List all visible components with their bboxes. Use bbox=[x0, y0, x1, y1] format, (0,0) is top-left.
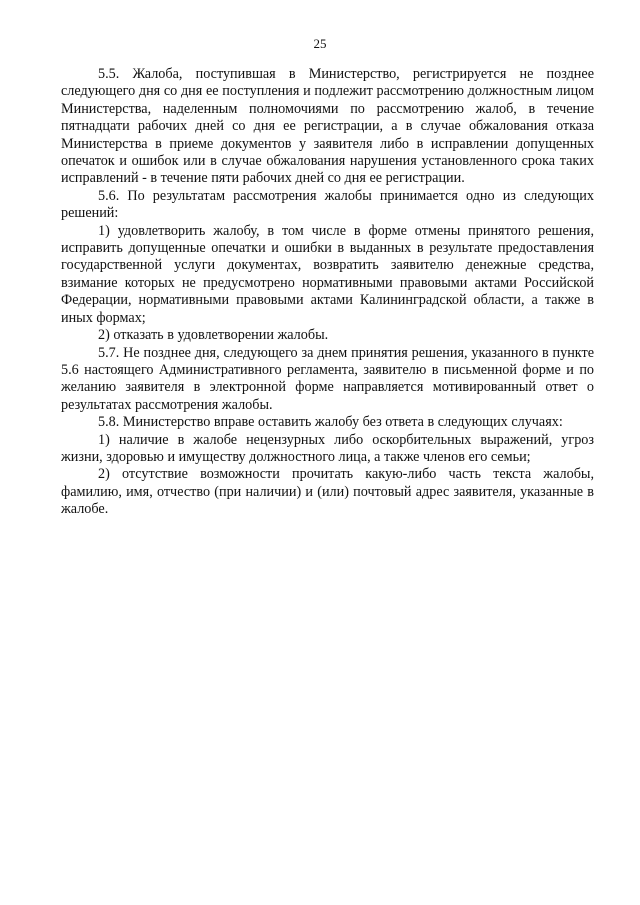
paragraph-5-6: 5.6. По результатам рассмотрения жалобы принимается одно из следующих решений: bbox=[61, 187, 594, 222]
document-body bbox=[61, 66, 594, 519]
paragraph-5-8: 5.8. Министерство вправе оставить жалобу без ответа в следующих случаях: bbox=[98, 414, 563, 431]
paragraph-5-7: 5.7. Не позднее дня, следующего за днем принятия решения, указанного в пункте 5.6 настоящего Административного регламента, заявителю в письменной форме и по желанию заявителя в электронной форме направляется мотивированный ответ о результатах рассмотрения жалобы. bbox=[61, 344, 594, 413]
paragraph-5-6-item-1: 1) удовлетворить жалобу, в том числе в форме отмены принятого решения, исправить допущенные опечатки и ошибки в выданных в результате предоставления государственной услуги документах, возвратить заявителю денежные средства, взимание которых не предусмотрено нормативными правовыми актами Российской Федерации, нормативными правовыми актами Калининградской области, а также в иных формах; bbox=[61, 222, 594, 326]
paragraph-5-6-item-2: 2) отказать в удовлетворении жалобы. bbox=[98, 327, 329, 344]
paragraph-5-5: 5.5. Жалоба, поступившая в Министерство, регистрируется не позднее следующего дня со дня ее поступления и подлежит рассмотрению должностным лицом Министерства, наделенным полномочиями по рассмотрению жалоб, в течение пятнадцати рабочих дней со дня ее регистрации, а в случае обжалования отказа Министерства в приеме документов у заявителя либо в исправлении допущенных опечаток и ошибок или в случае обжалования нарушения установленного срока таких исправлений - в течение пяти рабочих дней со дня ее регистрации. bbox=[61, 66, 594, 187]
page-number: 25 bbox=[313, 36, 327, 51]
paragraph-5-8-item-1: 1) наличие в жалобе нецензурных либо оскорбительных выражений, угроз жизни, здоровью и имуществу должностного лица, а также членов его семьи; bbox=[61, 431, 594, 465]
paragraph-5-8-item-2: 2) отсутствие возможности прочитать какую-либо часть текста жалобы, фамилию, имя, отчество (при наличии) и (или) почтовый адрес заявителя, указанные в жалобе. bbox=[61, 466, 594, 518]
